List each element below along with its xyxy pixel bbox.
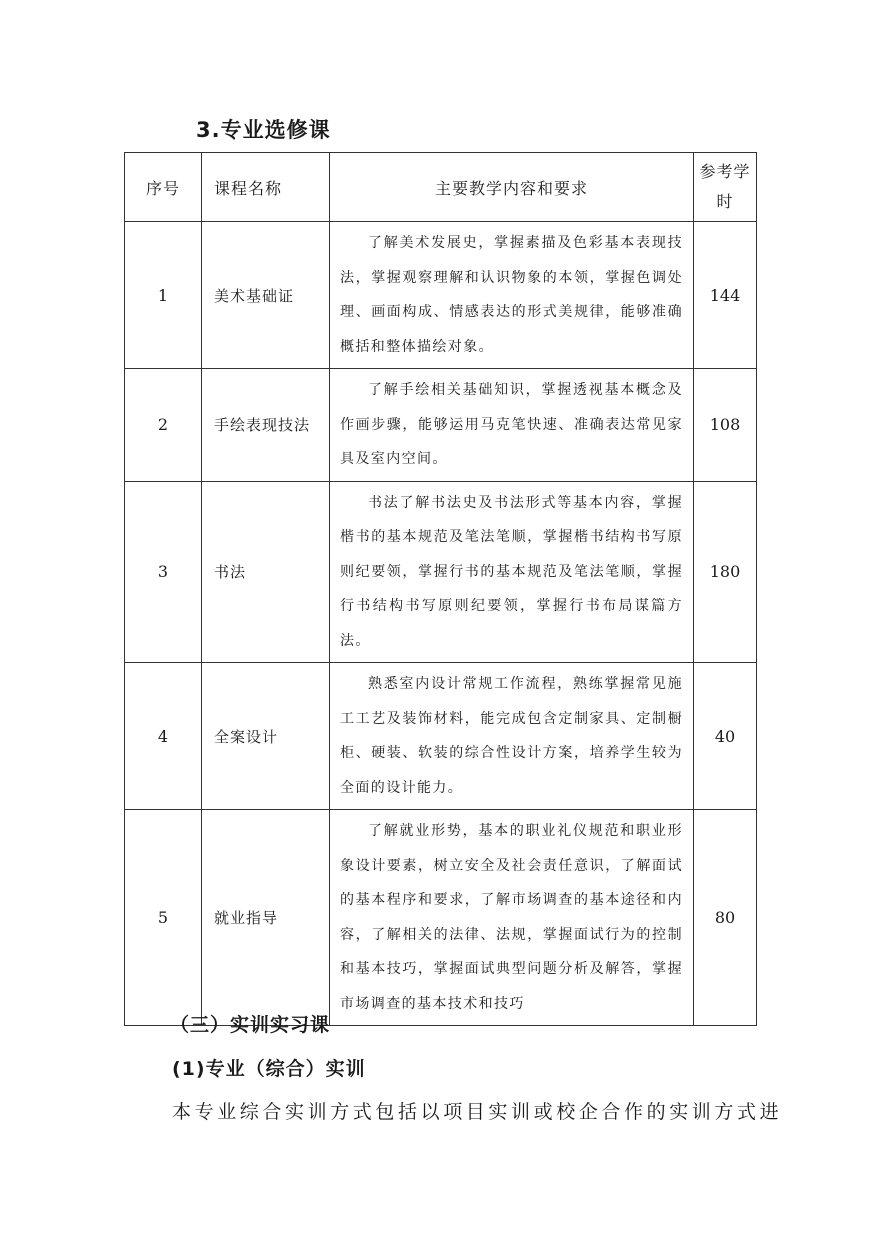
row-name: 就业指导 (202, 810, 330, 1026)
row-content-text: 了解手绘相关基础知识，掌握透视基本概念及作画步骤，能够运用马克笔快速、准确表达常见家具及室内空间。 (340, 382, 683, 467)
table-header-row (125, 153, 757, 222)
row-no: 1 (125, 222, 202, 369)
row-content-text: 了解美术发展史，掌握素描及色彩基本表现技法，掌握观察理解和认识物象的本领，掌握色调处理、画面构成、情感表达的形式美规律，能够准确概括和整体描绘对象。 (340, 235, 683, 355)
header-name: 课程名称 (202, 153, 330, 222)
table-row (125, 222, 757, 369)
row-content (330, 222, 694, 369)
table-row (125, 369, 757, 482)
table-row (125, 810, 757, 1026)
row-hours: 40 (694, 663, 757, 810)
row-no: 3 (125, 481, 202, 663)
row-content-text: 熟悉室内设计常规工作流程，熟练掌握常见施工工艺及装饰材料，能完成包含定制家具、定制橱柜、硬装、软装的综合性设计方案，培养学生较为全面的设计能力。 (340, 676, 683, 796)
row-name: 书法 (202, 481, 330, 663)
table-row (125, 481, 757, 663)
row-content (330, 369, 694, 482)
header-no: 序号 (125, 153, 202, 222)
row-content (330, 481, 694, 663)
row-content (330, 810, 694, 1026)
row-content (330, 663, 694, 810)
section-title: 3.专业选修课 (196, 118, 331, 142)
row-hours: 180 (694, 481, 757, 663)
row-hours: 144 (694, 222, 757, 369)
elective-courses-table (124, 152, 757, 1026)
header-content: 主要教学内容和要求 (330, 153, 694, 222)
subsection-title: （三）实训实习课 (170, 1014, 331, 1036)
table-row (125, 663, 757, 810)
row-no: 5 (125, 810, 202, 1026)
row-no: 2 (125, 369, 202, 482)
subsubsection-title: (1)专业（综合）实训 (172, 1058, 366, 1080)
row-content-text: 书法了解书法史及书法形式等基本内容，掌握楷书的基本规范及笔法笔顺，掌握楷书结构书写原则纪要领，掌握行书的基本规范及笔法笔顺，掌握行书结构书写原则纪要领，掌握行书布局谋篇方法。 (340, 494, 683, 649)
row-content-text: 了解就业形势，基本的职业礼仪规范和职业形象设计要素，树立安全及社会责任意识，了解面试的基本程序和要求，了解市场调查的基本途径和内容，了解相关的法律、法规，掌握面试行为的控制和基本技巧，掌握面试典型问题分析及解答，掌握市场调查的基本技术和技巧 (340, 823, 683, 1012)
row-no: 4 (125, 663, 202, 810)
body-paragraph: 本专业综合实训方式包括以项目实训或校企合作的实训方式进 (172, 1101, 783, 1123)
row-name: 手绘表现技法 (202, 369, 330, 482)
row-name: 全案设计 (202, 663, 330, 810)
header-hours: 参考学时 (694, 153, 757, 222)
row-name: 美术基础证 (202, 222, 330, 369)
row-hours: 80 (694, 810, 757, 1026)
row-hours: 108 (694, 369, 757, 482)
